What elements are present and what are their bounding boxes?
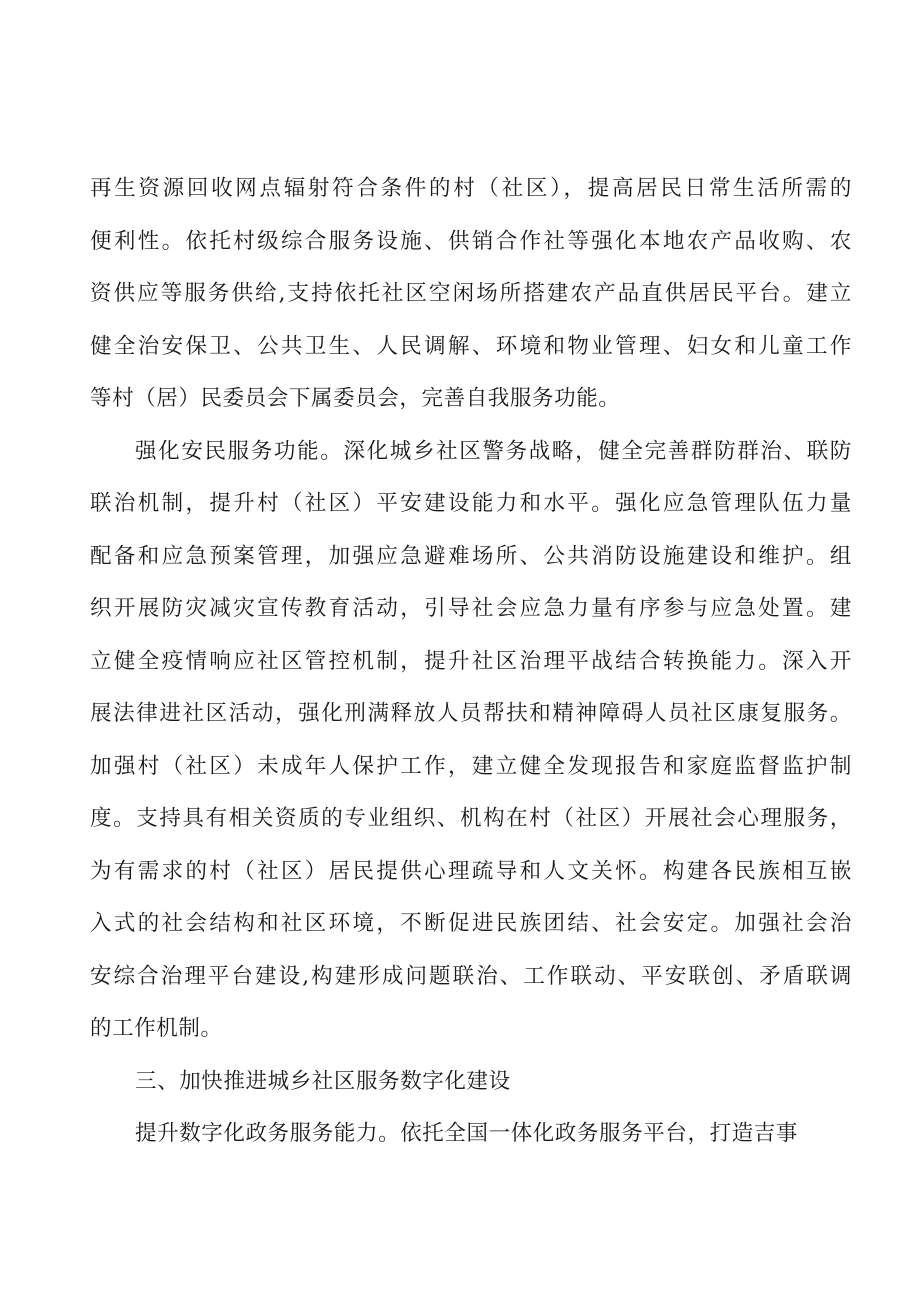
text-line: 为有需求的村（社区）居民提供心理疏导和人文关怀。构建各民族相互嵌 — [90, 858, 852, 884]
paragraph-security — [90, 426, 852, 1056]
document-body — [90, 163, 852, 1161]
text-line: 等村（居）民委员会下属委员会，完善自我服务功能。 — [90, 386, 621, 411]
paragraph-continuation — [90, 163, 852, 426]
text-line: 提升数字化政务服务能力。依托全国一体化政务服务平台，打造吉事 — [135, 1121, 799, 1146]
text-line: 安综合治理平台建设,构建形成问题联治、工作联动、平安联创、矛盾联调 — [90, 963, 852, 989]
text-line: 便利性。依托村级综合服务设施、供销合作社等强化本地农产品收购、农 — [90, 228, 852, 254]
text-line: 加强村（社区）未成年人保护工作，建立健全发现报告和家庭监督监护制 — [90, 753, 852, 779]
text-line: 健全治安保卫、公共卫生、人民调解、环境和物业管理、妇女和儿童工作 — [90, 333, 852, 359]
text-line: 织开展防灾减灾宣传教育活动，引导社会应急力量有序参与应急处置。建 — [90, 596, 852, 621]
text-line: 度。支持具有相关资质的专业组织、机构在村（社区）开展社会心理服务， — [90, 806, 852, 831]
text-line: 再生资源回收网点辐射符合条件的村（社区），提高居民日常生活所需的 — [90, 176, 852, 201]
text-line: 联治机制，提升村（社区）平安建设能力和水平。强化应急管理队伍力量 — [90, 491, 852, 516]
text-line: 入式的社会结构和社区环境，不断促进民族团结、社会安定。加强社会治 — [90, 911, 852, 936]
section-heading: 三、加快推进城乡社区服务数字化建设 — [135, 1068, 511, 1094]
paragraph-digital — [90, 1108, 852, 1161]
text-line: 展法律进社区活动，强化刑满释放人员帮扶和精神障碍人员社区康复服务。 — [90, 701, 852, 726]
text-line: 强化安民服务功能。深化城乡社区警务战略，健全完善群防群治、联防 — [135, 438, 852, 464]
text-line: 立健全疫情响应社区管控机制，提升社区治理平战结合转换能力。深入开 — [90, 648, 852, 674]
text-line: 的工作机制。 — [90, 1016, 223, 1041]
text-line: 资供应等服务供给,支持依托社区空闲场所搭建农产品直供居民平台。建立 — [90, 281, 852, 306]
text-line: 配备和应急预案管理，加强应急避难场所、公共消防设施建设和维护。组 — [90, 543, 852, 569]
